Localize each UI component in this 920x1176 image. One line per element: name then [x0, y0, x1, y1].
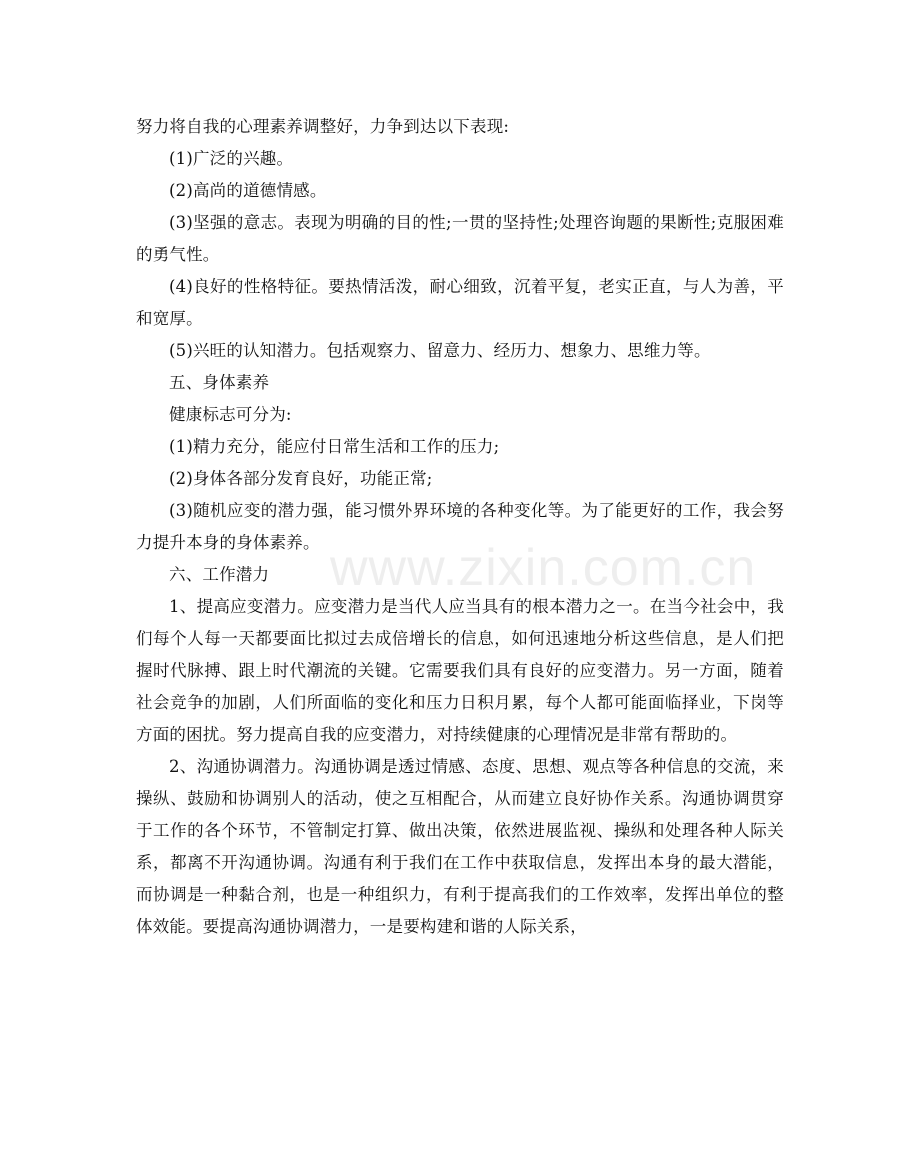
- section-heading-5: 五、身体素养: [169, 373, 270, 392]
- paragraph-work-2: 2、沟通协调潜力。沟通协调是透过情感、态度、思想、观点等各种信息的交流，来操纵、鼓励和协调别人的活动，使之互相配合，从而建立良好协作关系。沟通协调贯穿于工作的各个环节，不管制定打算、做出决策，依然进展监视、操纵和处理各种人际关系，都离不开沟通协调。沟通有利于我们在工作中获取信息，发挥出本身的最大潜能，而协调是一种黏合剂，也是一种组织力，有利于提高我们的工作效率，发挥出单位的整体效能。要提高沟通协调潜力，一是要构建和谐的人际关系，: [136, 757, 784, 936]
- paragraph-health-intro: 健康标志可分为:: [169, 405, 292, 424]
- paragraph-item-2: (2)高尚的道德情感。: [169, 181, 327, 200]
- paragraph-item-1: (1)广泛的兴趣。: [169, 149, 294, 168]
- paragraph-work-1: 1、提高应变潜力。应变潜力是当代人应当具有的根本潜力之一。在当今社会中，我们每个人每一天都要面比拟过去成倍增长的信息，如何迅速地分析这些信息，是人们把握时代脉搏、跟上时代潮流的关键。它需要我们具有良好的应变潜力。另一方面，随着社会竞争的加剧，人们所面临的变化和压力日积月累，每个人都可能面临择业，下岗等方面的困扰。努力提高自我的应变潜力，对持续健康的心理情况是非常有帮助的。: [136, 597, 784, 744]
- document-body: [136, 111, 784, 943]
- paragraph-item-3: (3)坚强的意志。表现为明确的目的性;一贯的坚持性;处理咨询题的果断性;克服困难的勇气性。: [136, 213, 784, 264]
- paragraph-health-3: (3)随机应变的潜力强，能习惯外界环境的各种变化等。为了能更好的工作，我会努力提升本身的身体素养。: [136, 501, 784, 552]
- watermark-text: www.zixin.com.cn: [330, 539, 757, 597]
- paragraph-health-1: (1)精力充分，能应付日常生活和工作的压力;: [169, 437, 500, 456]
- paragraph-item-4: (4)良好的性格特征。要热情活泼，耐心细致，沉着平复，老实正直，与人为善，平和宽厚。: [136, 277, 784, 328]
- section-heading-6: 六、工作潜力: [169, 565, 270, 584]
- paragraph-item-5: (5)兴旺的认知潜力。包括观察力、留意力、经历力、想象力、思维力等。: [169, 341, 711, 360]
- paragraph-intro: 努力将自我的心理素养调整好，力争到达以下表现:: [136, 117, 510, 136]
- paragraph-health-2: (2)身体各部分发育良好，功能正常;: [169, 469, 433, 488]
